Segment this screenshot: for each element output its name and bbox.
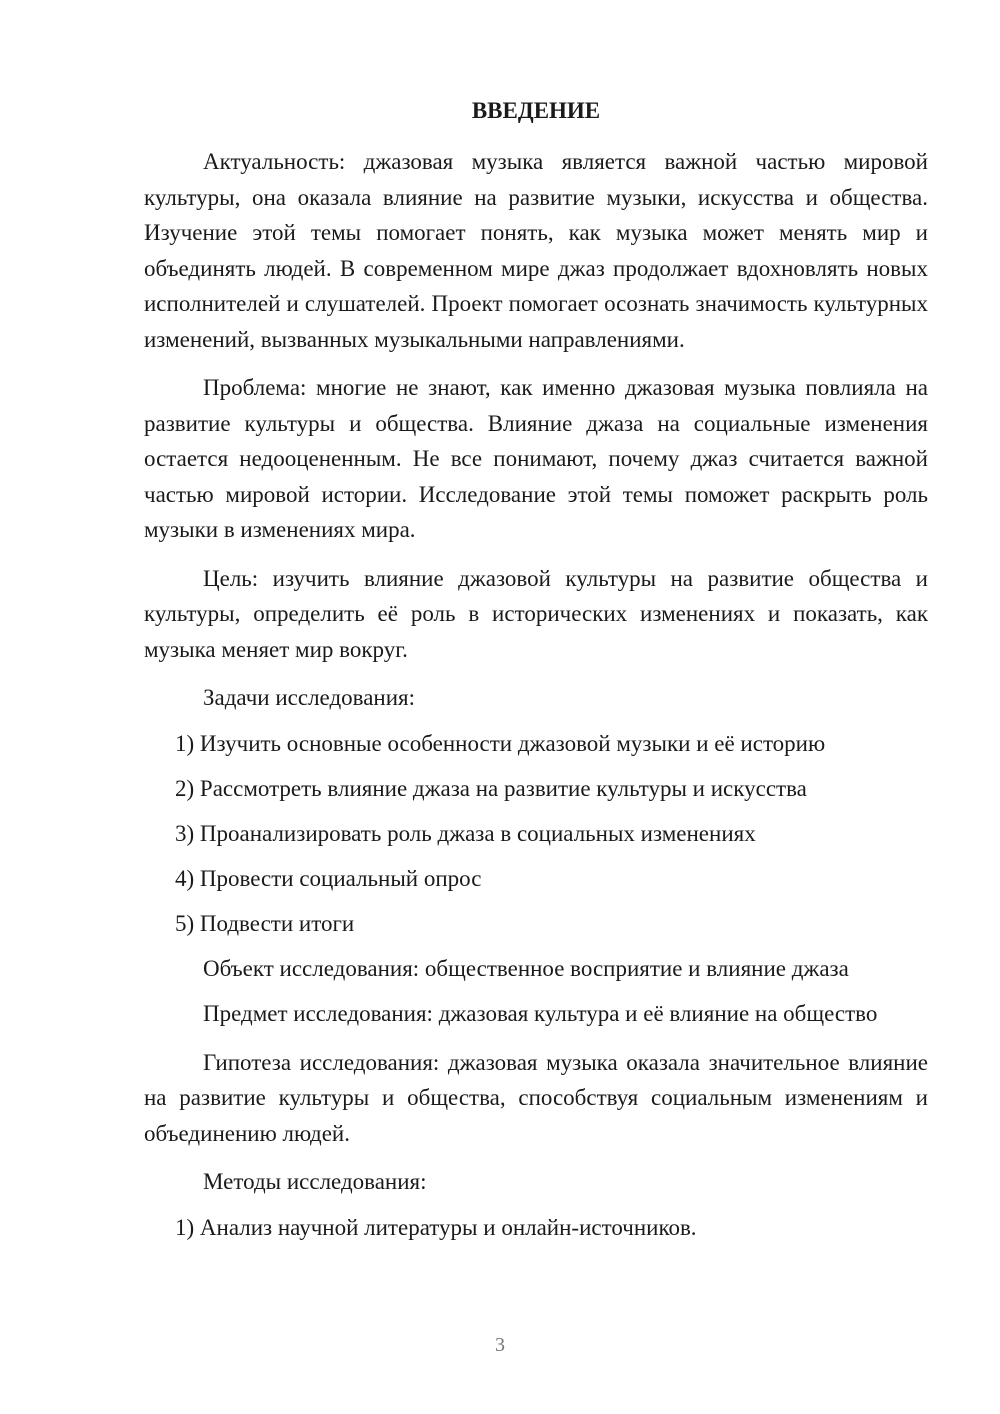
method-item: 1) Анализ научной литературы и онлайн-источников. (175, 1214, 697, 1240)
page-number: 3 (495, 1334, 505, 1356)
page-body (144, 96, 928, 1255)
hypothesis-paragraph: Гипотеза исследования: джазовая музыка оказала значительное влияние на развитие культуры и общества, способствуя социальным изменениям и объединению людей. (144, 1049, 928, 1146)
methods-heading: Методы исследования: (203, 1169, 427, 1194)
tasks-list (144, 726, 928, 942)
subject-paragraph: Предмет исследования: джазовая культура и её влияние на общество (203, 1001, 878, 1026)
task-item: 5) Подвести итоги (175, 910, 355, 936)
section-title: ВВЕДЕНИЕ (471, 98, 601, 123)
task-item: 3) Проанализировать роль джаза в социальных изменениях (175, 820, 756, 846)
tasks-heading: Задачи исследования: (203, 685, 416, 710)
goal-paragraph: Цель: изучить влияние джазовой культуры на развитие общества и культуры, определить её роль в исторических изменениях и показать, как музыка меняет мир вокруг. (144, 565, 928, 662)
problem-paragraph: Проблема: многие не знают, как именно джазовая музыка повлияла на развитие культуры и общества. Влияние джаза на социальные изменения остается недооцененным. Не все понимают, почему джаз считается важной частью мировой истории. Исследование этой темы поможет раскрыть роль музыки в изменениях мира. (144, 375, 928, 542)
task-item: 4) Провести социальный опрос (175, 865, 482, 891)
task-item: 2) Рассмотреть влияние джаза на развитие культуры и искусства (175, 775, 807, 801)
object-paragraph: Объект исследования: общественное восприятие и влияние джаза (203, 955, 849, 981)
relevance-paragraph: Актуальность: джазовая музыка является важной частью мировой культуры, она оказала влияние на развитие музыки, искусства и общества. Изучение этой темы помогает понять, как музыка может менять мир и объединять людей. В современном мире джаз продолжает вдохновлять новых исполнителей и слушателей. Проект помогает осознать значимость культурных изменений, вызванных музыкальными направлениями. (144, 149, 928, 352)
methods-list (144, 1210, 928, 1246)
task-item: 1) Изучить основные особенности джазовой музыки и её историю (175, 730, 826, 756)
